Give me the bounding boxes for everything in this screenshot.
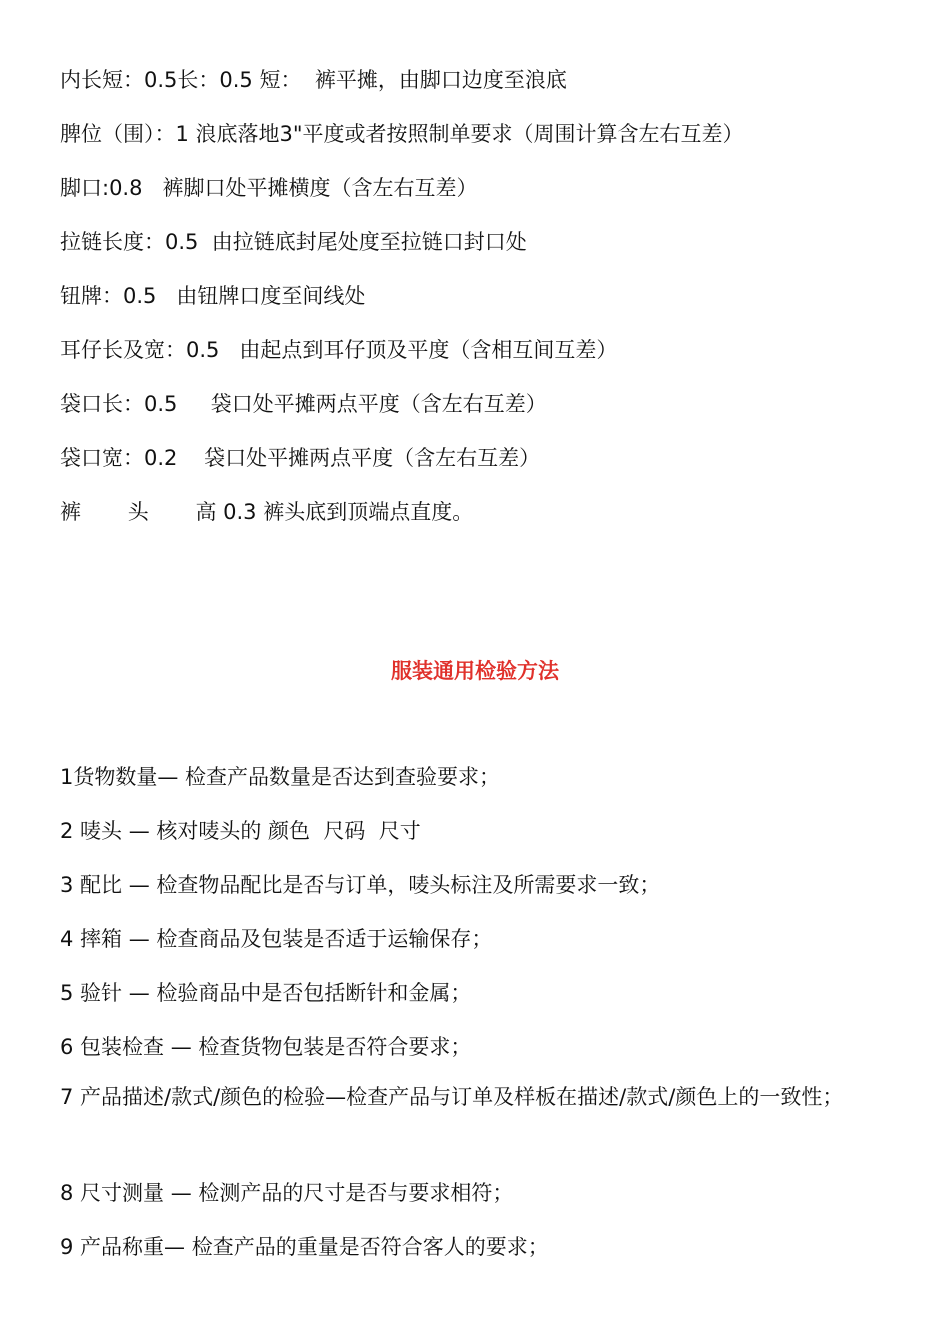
tolerance-line: 耳仔长及宽：0.5 由起点到耳仔顶及平度（含相互间互差）: [60, 338, 618, 362]
tolerance-line: 钮牌：0.5 由钮牌口度至间线处: [60, 284, 366, 308]
tolerance-line: 脾位（围）：1 浪底落地3"平度或者按照制单要求（周围计算含左右互差）: [60, 122, 744, 146]
method-line: 1货物数量— 检查产品数量是否达到查验要求；: [60, 765, 501, 789]
method-line: 2 唛头 — 核对唛头的 颜色 尺码 尺寸: [60, 819, 421, 843]
tolerance-line: 袋口长：0.5 袋口处平摊两点平度（含左右互差）: [60, 392, 547, 416]
method-line: 8 尺寸测量 — 检测产品的尺寸是否与要求相符；: [60, 1181, 514, 1205]
tolerance-line: 内长短：0.5长：0.5 短： 裤平摊，由脚口边度至浪底: [60, 68, 567, 92]
tolerance-line: 拉链长度：0.5 由拉链底封尾处度至拉链口封口处: [60, 230, 527, 254]
method-line: 6 包装检查 — 检查货物包装是否符合要求；: [60, 1035, 472, 1059]
tolerance-line: 袋口宽：0.2 袋口处平摊两点平度（含左右互差）: [60, 446, 541, 470]
method-line: 7 产品描述/款式/颜色的检验—检查产品与订单及样板在描述/款式/颜色上的一致性；: [60, 1085, 844, 1109]
method-line: 9 产品称重— 检查产品的重量是否符合客人的要求；: [60, 1235, 549, 1259]
method-line: 5 验针 — 检验商品中是否包括断针和金属；: [60, 981, 472, 1005]
tolerance-line: 脚口:0.8 裤脚口处平摊横度（含左右互差）: [60, 176, 478, 200]
method-line: 3 配比 — 检查物品配比是否与订单，唛头标注及所需要求一致；: [60, 873, 661, 897]
method-line: 4 摔箱 — 检查商品及包装是否适于运输保存；: [60, 927, 493, 951]
tolerance-line: 裤 头 高 0.3 裤头底到顶端点直度。: [60, 500, 474, 524]
section-title: 服装通用检验方法: [391, 659, 559, 683]
